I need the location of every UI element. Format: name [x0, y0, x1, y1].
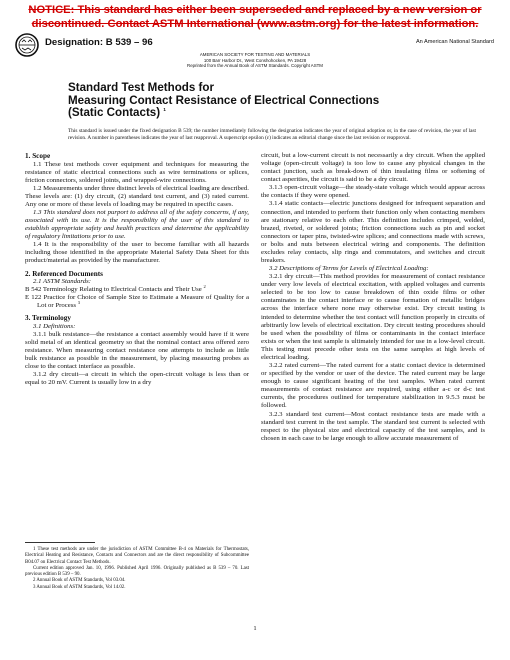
title-line-1: Standard Test Methods for	[68, 81, 215, 94]
paragraph-3-2: 3.2 Descriptions of Terms for Levels of Electrical Loading:	[269, 265, 429, 273]
paragraph-1-4: 1.4 It is the responsibility of the user to become familiar with all hazards including those identified in the appropriate Material Safety Data Sheet for this product/material as provided by the manufacturer.	[25, 241, 249, 265]
paragraph-3-1: 3.1 Definitions:	[33, 322, 76, 330]
paragraph-2-1: 2.1 ASTM Standards:	[33, 278, 91, 286]
notice-line-2: discontinued. Contact ASTM International (www.astm.org) for the latest information.	[31, 18, 479, 30]
left-column	[25, 152, 249, 387]
right-column	[261, 152, 485, 443]
notice-line-1: NOTICE: This standard has either been superseded and replaced by a new version or	[28, 4, 482, 16]
document-title	[68, 82, 398, 120]
paragraph-3-1-1: 3.1.1 bulk resistance—the resistance a contact assembly would have if it were solid metal of an identical geometry so that the nominal contact area offered zero resistance. When measuring contact resistance one attempts to include as little bulk resistance as possible in the measurement, by placing measuring probes as close to the contact interface as possible.	[25, 330, 249, 371]
reference-b542: B 542 Terminology Relating to Electrical Contacts and Their Use $^2$	[25, 283, 206, 294]
reference-e122: E 122 Practice for Choice of Sample Size to Estimate a Measure of Quality for a Lot or Process $^3$	[25, 294, 249, 310]
footnote-1-edition: Current edition approved Jan. 10, 1996. Published April 1996. Originally published as B 539 – 70. Last previous edition B 539 – 90.	[25, 565, 249, 578]
paragraph-3-2-3: 3.2.3 standard test current—Most contact resistance tests are made with a standard test current in the test sample. The standard test current is selected with respect to the physical size and electrical capacity of the test samples, and is chosen in each case to be large enough to allow accurate measurement of	[261, 410, 485, 442]
paragraph-3-1-2-continued: circuit, but a low-current circuit is not necessarily a dry circuit. When the applied voltage (open-circuit voltage) is too low to cause any physical changes in the contact junction, such as break-down of thin insulating films or softening of contact asperities, the circuit is said to be a dry circuit.	[261, 152, 485, 184]
footnote-1: 1 These test methods are under the jurisdiction of ASTM Committee B-4 on Materials for Thermostats, Electrical Heating and Resistance, Contacts and Connectors and are the direct responsibility of Subcommittee B04.07 on Electrical Contact Test Methods.	[25, 547, 249, 565]
paragraph-3-1-4: 3.1.4 static contacts—electric junctions designed for infrequent separation and connection, and intended to perform their function only when contacting members are stationary relative to each other. This definition includes crimped, welded, brazed, riveted, or soldered joints; friction connections such as pin and socket connectors or taper pins, twisted-wire splices; and connections made with screws, or bolts and nuts between electrical wiring and components. The definition excludes relay contacts, slip rings and commutators, and switches and circuit breakers.	[261, 200, 485, 265]
title-line-3: (Static Contacts) $^1$	[68, 106, 166, 119]
issuance-note: This standard is issued under the fixed designation B 539; the number immediately following the designation indicates the year of original adoption or, in the case of revision, the year of last revision. A number in parentheses indicates the year of last reapproval. A superscript epsilon (ε) indicates an editorial change since the last revision or reapproval.	[68, 128, 476, 141]
section-heading-referenced-documents: 2. Referenced Documents	[25, 269, 103, 278]
footnote-3: 3 Annual Book of ASTM Standards, Vol 14.02.	[33, 584, 126, 590]
paragraph-1-2: 1.2 Measurements under three distinct levels of electrical loading are described. These levels are: (1) dry circuit, (2) standard test current, and (3) rated current. Any one or more of these levels of loading may be required in specific cases.	[25, 184, 249, 208]
footnote-divider	[25, 542, 95, 543]
page-number: 1	[253, 625, 257, 632]
paragraph-3-2-1: 3.2.1 dry circuit—This method provides for measurement of contact resistance under very low levels of electrical excitation, with applied voltages and currents selected to be too low to cause breakdown of thin oxide films or other contaminates in the contact interface or to cause formation of metallic bridges across the interface where none may otherwise exist. Dry circuit testing is intended to determine whether the test contact will function properly in circuits of arbitrarily low levels of electrical excitation. Dry circuit testing procedures should be used when the possibility of films or contaminants in the contact interface exists or when the test sample is ultimately intended for use in a low-level circuit. This testing must precede other tests on the same samples at high levels of electrical loading.	[261, 273, 485, 361]
notice-banner	[0, 3, 510, 31]
section-heading-terminology: 3. Terminology	[25, 314, 71, 323]
section-heading-scope: 1. Scope	[25, 152, 51, 160]
paragraph-1-3: 1.3 This standard does not purport to address all of the safety concerns, if any, associated with its use. It is the responsibility of the user of this standard to establish appropriate safety and health practices and determine the applicability of regulatory limitations prior to use.	[25, 208, 249, 241]
publisher-address: 100 Barr Harbor Dr., West Conshohocken, PA 19428	[203, 57, 307, 63]
paragraph-3-2-2: 3.2.2 rated current—The rated current for a static contact device is determined or specified by the vendor or user of the device. The rated current may be large enough to cause significant heating of the test samples. When rated current measurements of contact resistance are required, using either a-c or d-c test currents, the procedures outlined for temperature stabilization in 9.5.3 must be followed.	[261, 362, 485, 410]
paragraph-3-1-3: 3.1.3 open-circuit voltage—the steady-state voltage which would appear across the contacts if they were opened.	[261, 184, 485, 200]
astm-logo-icon	[15, 32, 39, 58]
paragraph-3-1-2: 3.1.2 dry circuit—a circuit in which the open-circuit voltage is less than or equal to 20 mV. Current is usually low in a dry	[25, 371, 249, 387]
publisher-name: AMERICAN SOCIETY FOR TESTING AND MATERIALS	[199, 52, 311, 57]
footnotes	[25, 542, 249, 591]
paragraph-1-1: 1.1 These test methods cover equipment and techniques for measuring the resistance of static electrical connections such as wire terminations or splices, friction connectors, soldered joints, and wrapped-wire connections.	[25, 160, 249, 184]
reprint-notice: Reprinted from the Annual Book of ASTM Standards. Copyright ASTM	[187, 63, 323, 69]
title-line-2: Measuring Contact Resistance of Electrical Connections	[68, 93, 380, 107]
title-footnote-mark: 1	[163, 107, 166, 113]
footnote-2: 2 Annual Book of ASTM Standards, Vol 03.04.	[33, 578, 126, 584]
national-standard-label: An American National Standard	[415, 39, 494, 45]
publisher-info	[140, 52, 370, 69]
designation: Designation: B 539 – 96	[45, 37, 153, 48]
